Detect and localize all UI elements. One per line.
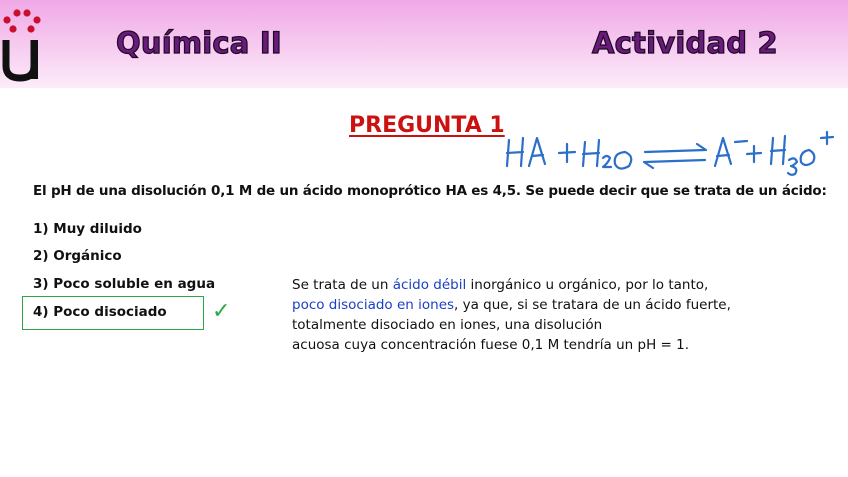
explanation-line-3: totalmente disociado en iones, una disolución (292, 317, 603, 333)
explanation-text (292, 275, 752, 355)
question-title: PREGUNTA 1 (349, 113, 505, 138)
handwritten-equation (503, 124, 848, 186)
university-logo-icon (0, 6, 44, 82)
explanation-line-4: acuosa cuya concentración fuese 0,1 M tendría un pH = 1. (292, 337, 689, 353)
activity-title: Actividad 2 (592, 26, 778, 60)
highlight-weak-acid: ácido débil (392, 277, 467, 293)
option-2: 2) Orgánico (33, 248, 122, 264)
highlight-poorly-dissociated: poco disociado en iones (292, 297, 455, 313)
option-3: 3) Poco soluble en agua (33, 276, 216, 292)
header-banner (0, 0, 848, 88)
explanation-line-1: Se trata de un ácido débil inorgánico u orgánico, por lo tanto, (292, 277, 709, 293)
checkmark-icon: ✓ (212, 299, 231, 324)
question-prompt: El pH de una disolución 0,1 M de un ácido monoprótico HA es 4,5. Se puede decir que se trata de un ácido: (33, 183, 827, 199)
explanation-line-2: poco disociado en iones, ya que, si se tratara de un ácido fuerte, (292, 297, 731, 313)
option-1: 1) Muy diluido (33, 221, 142, 237)
option-4: 4) Poco disociado (33, 304, 167, 320)
subject-title: Química II (116, 26, 282, 60)
